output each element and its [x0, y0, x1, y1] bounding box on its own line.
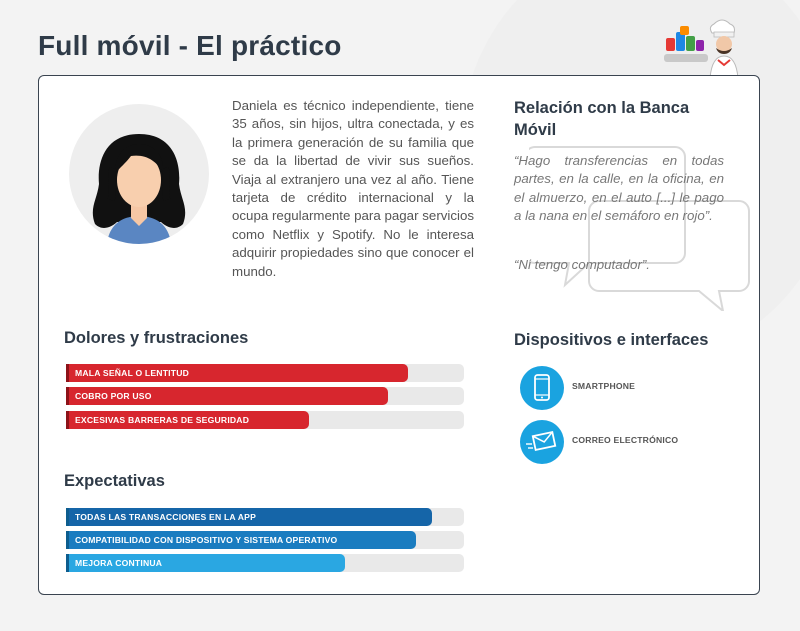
device-smartphone: [520, 366, 720, 410]
chef-mascot-illustration: [658, 18, 744, 78]
persona-card: [38, 75, 760, 595]
pain-bar-row: [66, 364, 464, 382]
expectation-bar-row: [66, 554, 464, 572]
smartphone-icon: [520, 366, 564, 410]
expectativas-title: Expectativas: [64, 472, 165, 490]
pain-bar: EXCESIVAS BARRERAS DE SEGURIDAD: [66, 411, 309, 429]
pain-bar-row: [66, 411, 464, 429]
relacion-quote-1: “Hago transferencias en todas partes, en la calle, en la oficina, en el almuerzo, en el auto [...] le pago a la nana en el semáforo en rojo”.: [514, 153, 724, 224]
expectation-bar: COMPATIBILIDAD CON DISPOSITIVO Y SISTEMA OPERATIVO: [66, 531, 416, 549]
dolores-title: Dolores y frustraciones: [64, 329, 249, 347]
persona-avatar: [69, 104, 209, 244]
device-email: [520, 420, 720, 464]
relacion-quote-2: “Ni tengo computador”.: [514, 257, 650, 272]
expectation-bar-row: [66, 531, 464, 549]
relacion-title: Relación con la Banca Móvil: [514, 99, 690, 139]
pain-bar-row: [66, 387, 464, 405]
email-icon: [520, 420, 564, 464]
pain-bar: MALA SEÑAL O LENTITUD: [66, 364, 408, 382]
dispositivos-title: Dispositivos e interfaces: [514, 331, 709, 349]
persona-bio: Daniela es técnico independiente, tiene 35 años, sin hijos, ultra conectada, y es la primera generación de su familia que se da la libertad de vivir sus sueños. Viaja al extranjero una vez al año. Tiene tarjeta de crédito internacional y la ocupa regularmente para pagar servicios como Netflix y Spotify. No le interesa adquirir propiedades sino que conocer el mundo.: [232, 98, 474, 279]
device-label: SMARTPHONE: [572, 381, 636, 391]
page-title: Full móvil - El práctico: [38, 30, 342, 61]
device-label: CORREO ELECTRÓNICO: [572, 435, 679, 445]
pain-bar: COBRO POR USO: [66, 387, 388, 405]
expectation-bar-row: [66, 508, 464, 526]
expectation-bar: MEJORA CONTINUA: [66, 554, 345, 572]
expectation-bar: TODAS LAS TRANSACCIONES EN LA APP: [66, 508, 432, 526]
woman-avatar-icon: [69, 104, 209, 244]
